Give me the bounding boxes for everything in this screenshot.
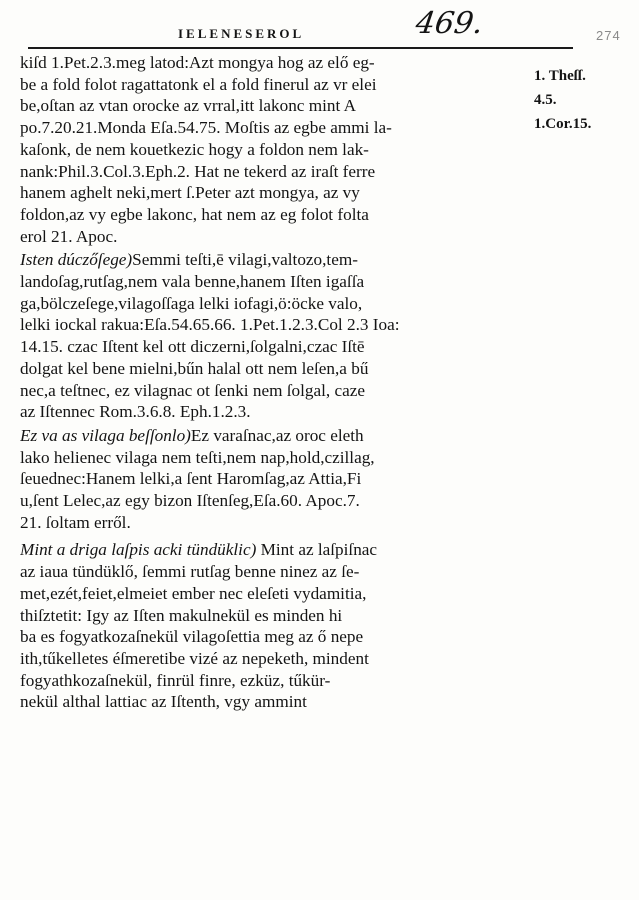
paragraph-3 <box>20 425 528 534</box>
paragraph-1 <box>20 52 528 247</box>
paragraph-2 <box>20 249 528 423</box>
text-line: be,oſtan az vtan orocke az vrral,itt lakonc mint A <box>20 96 356 116</box>
text-line: ba es fogyatkozaſnekül vilagoſettia meg az ő nepe <box>20 627 364 647</box>
text-line: met,ezét,feiet,elmeiet ember nec eleſeti vydamitia, <box>20 583 367 603</box>
page-number: 469. <box>413 6 486 41</box>
text-line: az iaua tündüklő, ſemmi rutſag benne ninez az ſe- <box>20 562 360 582</box>
text-line: dolgat kel bene mielni,bűn halal ott nem leſen,a bű <box>20 358 369 378</box>
text-line: az Iſtennec Rom.3.6.8. Eph.1.2.3. <box>20 402 251 422</box>
paragraph-lead: Ez va as vilaga beſſonlo) <box>20 425 191 445</box>
text-line: nekül althal lattiac az Iſtenth, vgy ammint <box>20 692 307 712</box>
text-line: ſeuednec:Hanem lelki,a ſent Haromſag,az Attia,Fi <box>20 469 362 489</box>
text-line-body: Mint az laſpiſnac <box>256 540 378 560</box>
text-line: erol 21. Apoc. <box>20 226 118 246</box>
corner-number: 274 <box>596 28 621 43</box>
margin-note: 1. Theſſ. <box>534 68 586 84</box>
text-line: nec,a teſtnec, ez vilagnac ot ſenki nem ſolgal, caze <box>20 380 366 400</box>
text-line: kaſonk, de nem kouetkezic hogy a foldon nem lak- <box>20 139 369 159</box>
text-line: kiſd 1.Pet.2.3.meg latod:Azt mongya hog az elő eg- <box>20 53 375 72</box>
margin-note: 1.Cor.15. <box>534 116 592 132</box>
text-line: 21. ſoltam erről. <box>20 512 131 532</box>
paragraph-4 <box>20 539 528 713</box>
margin-note: 4.5. <box>534 92 557 108</box>
text-line: fogyathkozaſnekül, finrül finre, ezküz, tűkür- <box>20 670 331 690</box>
paragraph-lead: Isten dúczőſege) <box>20 250 133 270</box>
text-line: lako helienec vilaga nem teſti,nem nap,hold,czillag, <box>20 447 375 467</box>
text-line <box>20 539 528 561</box>
text-line: ga,bölczeſege,vilagoſſaga lelki iofagi,ö:öcke valo, <box>20 293 363 313</box>
page-header <box>18 6 578 46</box>
text-line: nank:Phil.3.Col.3.Eph.2. Hat ne tekerd az iraſt ferre <box>20 161 376 181</box>
text-line-body: Ez varaſnac,az oroc eleth <box>190 425 364 445</box>
text-line: lelki iockal rakua:Eſa.54.65.66. 1.Pet.1.2.3.Col 2.3 Ioa: <box>20 315 400 335</box>
header-rule <box>28 47 573 49</box>
text-line: po.7.20.21.Monda Eſa.54.75. Moſtis az egbe ammi la- <box>20 118 392 138</box>
text-line-body: Semmi teſti,ē vilagi,valtozo,tem- <box>132 250 358 270</box>
margin-notes <box>534 64 634 136</box>
text-line: be a fold folot ragattatonk el a fold finerul az vr elei <box>20 74 377 94</box>
text-line: landoſag,rutſag,nem vala benne,hanem Iſten igaſſa <box>20 272 365 292</box>
text-line: ith,tűkelletes éſmeretibe vizé az nepeketh, mindent <box>20 648 369 668</box>
body-text <box>20 52 528 713</box>
text-line: foldon,az vy egbe lakonc, hat nem az eg folot folta <box>20 204 369 224</box>
text-line <box>20 249 528 271</box>
text-line: 14.15. czac Iſtent kel ott diczerni,ſolgalni,czac Iſtē <box>20 337 365 357</box>
text-line: u,ſent Lelec,az egy bizon Iſtenſeg,Eſa.60. Apoc.7. <box>20 491 360 511</box>
paragraph-lead: Mint a driga laſpis acki tündüklic) <box>20 540 257 560</box>
text-line: thiſztetit: Igy az Iſten makulnekül es minden hi <box>20 605 343 625</box>
text-line: hanem aghelt neki,mert ſ.Peter azt mongya, az vy <box>20 183 360 203</box>
text-line <box>20 425 528 447</box>
running-head: IELENESEROL <box>178 26 305 41</box>
